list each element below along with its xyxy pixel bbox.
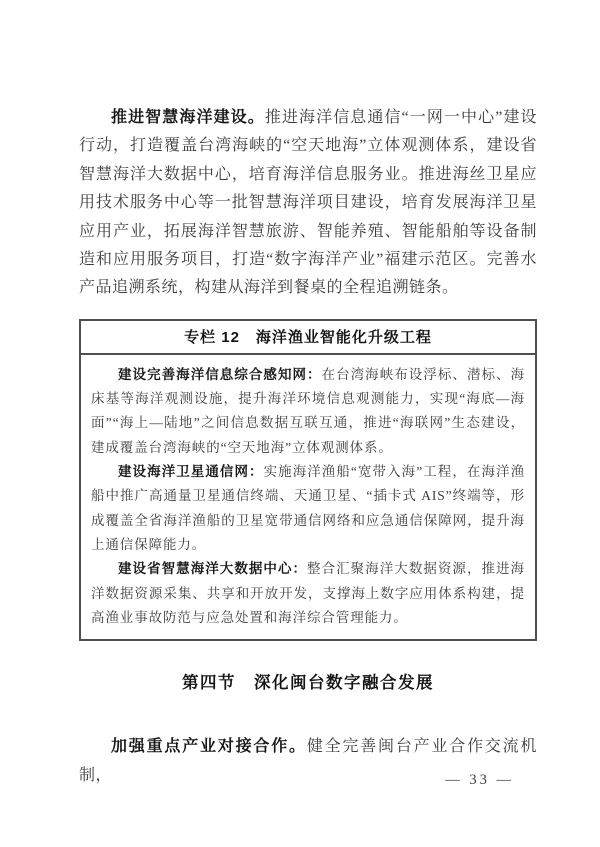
box-item-perception-network: [91, 363, 525, 460]
section-heading: 第四节 深化闽台数字融合发展: [182, 674, 434, 693]
box-item-perception-network-lead: 建设完善海洋信息综合感知网：: [118, 366, 322, 382]
page-number: — 33 —: [445, 772, 514, 788]
paragraph-cooperation-body: 健全完善闽台产业合作交流机制，: [79, 738, 537, 784]
box-item-satellite-network-lead: 建设海洋卫星通信网：: [118, 464, 264, 480]
paragraph-smart-ocean-lead: 推进智慧海洋建设。: [111, 109, 265, 126]
box-item-perception-network-body: 在台湾海峡布设浮标、潜标、海床基等海洋观测设施，提升海洋环境信息观测能力，实现“海底—海面”“海上—陆地”之间信息数据互联互通，推进“海联网”生态建设，建成覆盖台湾海峡的“空天地海”立体观测体系。: [91, 366, 525, 455]
paragraph-cooperation-lead: 加强重点产业对接合作。: [111, 738, 307, 756]
box-item-big-data-center-body: 整合汇聚海洋大数据资源，推进海洋数据资源采集、共享和开放开发，支撑海上数字应用体系构建，提高渔业事故防范与应急处置和海洋综合管理能力。: [91, 561, 525, 625]
paragraph-smart-ocean-body: 推进海洋信息通信“一网一中心”建设行动，打造覆盖台湾海峡的“空天地海”立体观测体系，建设省智慧海洋大数据中心，培育海洋信息服务业。推进海丝卫星应用技术服务中心等一批智慧海洋项目建设，培育发展海洋卫星应用产业，拓展海洋智慧旅游、智能养殖、智能船舶等设备制造和应用服务项目，打造“数字海洋产业”福建示范区。完善水产品追溯系统，构建从海洋到餐桌的全程追溯链条。: [79, 109, 537, 297]
paragraph-smart-ocean: [79, 104, 537, 303]
feature-box-column-12: [79, 319, 537, 641]
page-content: [79, 0, 537, 790]
box-item-big-data-center: [91, 557, 525, 630]
feature-box-body: [81, 355, 535, 639]
box-item-satellite-network: [91, 460, 525, 557]
box-item-big-data-center-lead: 建设省智慧海洋大数据中心：: [118, 561, 308, 577]
box-item-satellite-network-body: 实施海洋渔船“宽带入海”工程，在海洋渔船中推广高通量卫星通信终端、天通卫星、“插卡式 AIS”终端等，形成覆盖全省海洋渔船的卫星宽带通信网络和应急通信保障网，提升海上通信保障能力。: [91, 464, 525, 552]
feature-box-title: 专栏 12 海洋渔业智能化升级工程: [81, 321, 535, 355]
